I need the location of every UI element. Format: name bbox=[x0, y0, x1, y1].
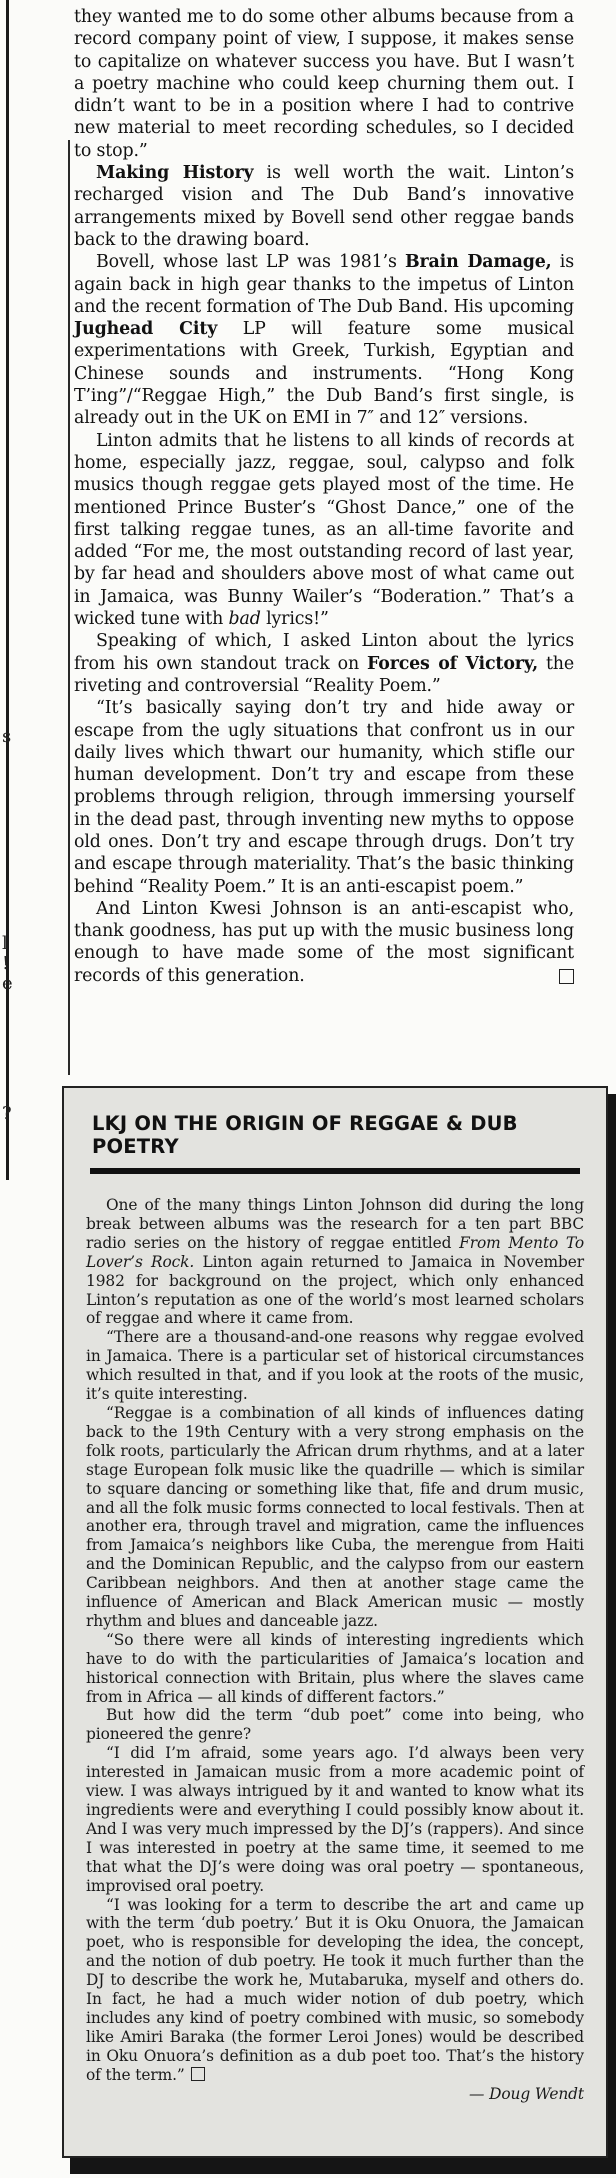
album-title-brain-damage: Brain Damage, bbox=[404, 252, 552, 273]
sidebar-paragraph-6: “I did I’m afraid, some years ago. I’d always been very interested in Jamaican music from a more academic point of view. I was always intrigued by it and wanted to know what its ingredients were and everything I could possibly know about it. And I was very much impressed by the DJ’s (rappers). And since I was interested in poetry at the same time, it seemed to me that what the DJ’s were doing was oral poetry — spontaneous, improvised oral poetry. bbox=[86, 1744, 584, 1895]
sidebar-paragraph-3: “Reggae is a combination of all kinds of influences dating back to the 19th Century with a very strong emphasis on the folk roots, particularly the African drum rhythms, and at a later stage European folk music like the quadrille — which is similar to square dancing or something like that, fife and drum music, and all the folk music forms connected to local festivals. Then at another era, through travel and migration, came the influences from Jamaica’s neighbors like Cuba, the merengue from Haiti and the Dominican Republic, and the calypso from our eastern Caribbean neighbors. And then at another stage came the influence of American and Black American music — mostly rhythm and blues and danceable jazz. bbox=[86, 1403, 584, 1630]
sidebar-paragraph-2: “There are a thousand-and-one reasons why reggae evolved in Jamaica. There is a particular set of historical circumstances which resulted in that, and if you look at the roots of the music, it’s quite interesting. bbox=[86, 1328, 584, 1404]
series-title: From Mento To Lover’s Rock. bbox=[86, 1233, 584, 1271]
sidebar-title-rule bbox=[90, 1168, 580, 1174]
paragraph-1: they wanted me to do some other albums because from a record company point of view, I suppose, it makes sense to capitalize on whatever success you have. But I wasn’t a poetry machine who could keep churning them out. I didn’t want to be in a position where I had to contrive new material to meet recording schedules, so I decided to stop.” bbox=[74, 7, 574, 161]
margin-fragment-1: s bbox=[2, 726, 12, 747]
column-rule-inner bbox=[68, 140, 70, 1075]
margin-fragment-2: l bbox=[2, 933, 8, 954]
paragraph-6: “It’s basically saying don’t try and hide away or escape from the ugly situations that confront us in our daily lives which thwart our humanity, which stifle our human development. Don’t try and escape from these problems through religion, through immersing yourself in the dead past, through inventing new myths to oppose old ones. Don’t try and escape through drugs. Don’t try and escape through materiality. That’s the basic thinking behind “Reality Poem.” It is an anti-escapist poem.” bbox=[74, 698, 574, 897]
paragraph-7: And Linton Kwesi Johnson is an anti-escapist who, thank goodness, has put up with the music business long enough to have made some of the most significant records of this generation. bbox=[74, 898, 574, 986]
album-title-forces-of-victory: Forces of Victory, bbox=[367, 653, 538, 674]
margin-fragment-4: e bbox=[2, 973, 13, 994]
sidebar-body bbox=[86, 1196, 584, 2104]
end-mark-icon bbox=[559, 969, 574, 984]
album-title-making-history: Making History bbox=[96, 163, 254, 184]
column-rule-left bbox=[6, 0, 9, 1180]
sidebar-paragraph-1: One of the many things Linton Johnson did during the long break between albums was the research for a ten part BBC radio series on the history of reggae entitled From Mento To Lover’s Rock. Linton again returned to Jamaica in November 1982 for background on the project, which only enhanced Linton’s reputation as one of the world’s most learned scholars of reggae and where it came from. bbox=[86, 1196, 584, 1328]
byline: — Doug Wendt bbox=[469, 2084, 584, 2103]
margin-fragment-3: ! bbox=[2, 953, 10, 974]
sidebar-paragraph-5: But how did the term “dub poet” come into being, who pioneered the genre? bbox=[86, 1706, 584, 1744]
sidebar-title: LKJ ON THE ORIGIN OF REGGAE & DUB POETRY bbox=[92, 1112, 518, 1158]
album-title-jughead-city: Jughead City bbox=[74, 319, 218, 340]
sidebar-end-mark-icon bbox=[191, 2067, 205, 2081]
sidebar-box bbox=[62, 1086, 608, 2158]
paragraph-5: Speaking of which, I asked Linton about the lyrics from his own standout track on Forces of Victory, the riveting and controversial “Reality Poem.” bbox=[74, 631, 574, 696]
paragraph-3: Bovell, whose last LP was 1981’s Brain Damage, is again back in high gear thanks to the impetus of Linton and the recent formation of The Dub Band. His upcoming Jughead City LP will feature some musical experimentations with Greek, Turkish, Egyptian and Chinese sounds and instruments. “Hong Kong T’ing”/“Reggae High,” the Dub Band’s first single, is already out in the UK on EMI in 7″ and 12″ versions. bbox=[74, 252, 574, 429]
sidebar-paragraph-7: “I was looking for a term to describe the art and came up with the term ‘dub poetry.’ But it is Oku Onuora, the Jamaican poet, who is responsible for developing the idea, the concept, and the notion of dub poetry. He took it much further than the DJ to describe the work he, Mutabaruka, myself and others do. In fact, he had a much wider notion of dub poetry, which includes any kind of poetry combined with music, so somebody like Amiri Baraka (the former Leroi Jones) would be described in Oku Onuora’s definition as a dub poet too. That’s the history of the term.” bbox=[86, 1895, 584, 2084]
sidebar-paragraph-4: “So there were all kinds of interesting ingredients which have to do with the particularities of Jamaica’s location and historical connection with Britain, plus where the slaves came from in Africa — all kinds of different factors.” bbox=[86, 1630, 584, 1706]
margin-fragment-5: ? bbox=[2, 1103, 12, 1124]
article-body bbox=[74, 6, 574, 987]
paragraph-4: Linton admits that he listens to all kinds of records at home, especially jazz, reggae, soul, calypso and folk musics though reggae gets played most of the time. He mentioned Prince Buster’s “Ghost Dance,” one of the first talking reggae tunes, as an all-time favorite and added “For me, the most outstanding record of last year, by far head and shoulders above most of what came out in Jamaica, was Bunny Wailer’s “Boderation.” That’s a wicked tune with bad lyrics!” bbox=[74, 430, 574, 630]
paragraph-2: Making History is well worth the wait. Linton’s recharged vision and The Dub Band’s innovative arrangements mixed by Bovell send other reggae bands back to the drawing board. bbox=[74, 163, 574, 250]
